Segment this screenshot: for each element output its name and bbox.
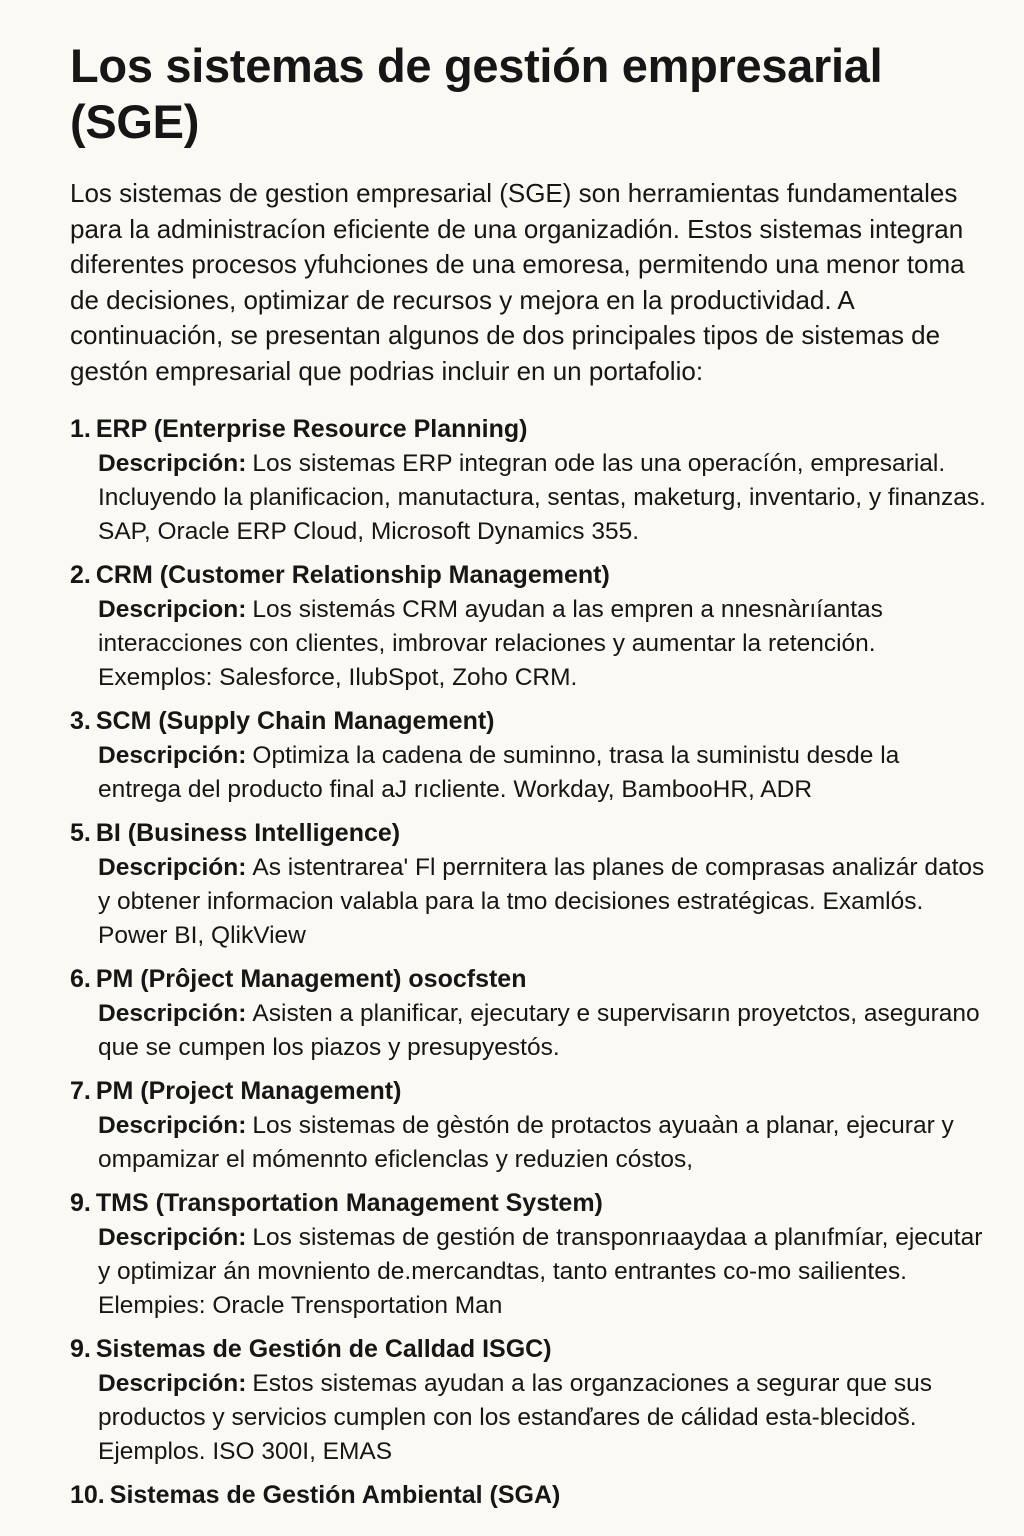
- section-heading: [70, 963, 984, 995]
- item-number: 7.: [70, 1077, 91, 1105]
- section-heading: [70, 559, 984, 591]
- section-heading: [70, 413, 984, 445]
- item-number: 9.: [70, 1189, 91, 1217]
- list-item-scm: [70, 705, 984, 807]
- description-text: Los sistemas de gèstón de protactos ayuaàn a planar, ejecurar y ompamizar el mómennto eficlenclas y reduzien cóstos,: [98, 1112, 954, 1173]
- list-item-pm-1: [70, 963, 984, 1065]
- description-label: Descripción:: [98, 1000, 247, 1027]
- item-heading-text: PM (Prôject Management) osocfsten: [95, 965, 527, 993]
- item-number: 5.: [70, 819, 91, 847]
- section-description: [98, 1367, 988, 1469]
- list-item-sgc: [70, 1333, 984, 1469]
- section-description: [98, 997, 988, 1065]
- intro-paragraph: Los sistemas de gestion empresarial (SGE) son herramientas fundamentales para la administracíon eficiente de una organizadión. Estos sistemas integran diferentes procesos yfuhciones de una emoresa, permitendo una menor toma de decisiones, optimizar de recursos y mejora en la productividad. A continuación, se presentan algunos de dos principales tipos de sistemas de gestón empresarial que podrias incluir en un portafolio:: [70, 178, 965, 386]
- item-number: 10.: [70, 1481, 105, 1509]
- section-description: [98, 447, 988, 549]
- section-heading: [70, 817, 984, 849]
- section-description: [98, 851, 988, 953]
- description-label: Descripción:: [98, 854, 247, 881]
- list-item-bi: [70, 817, 984, 953]
- section-description: [98, 1109, 988, 1177]
- item-heading-text: PM (Project Management): [95, 1077, 402, 1105]
- list-item-pm-2: [70, 1075, 984, 1177]
- section-heading: [70, 1187, 984, 1219]
- section-description: [98, 739, 988, 807]
- list-item-tms: [70, 1187, 984, 1323]
- description-text: Los sistemás CRM ayudan a las empren a nnesnàrıíantas interacciones con clientes, imbrovar relaciones y aumentar la retención. Exemplos: Salesforce, IlubSpot, Zoho CRM.: [98, 596, 883, 691]
- description-text: Estos sistemas ayudan a las organzaciones a segurar que sus productos y servicios cumplen con los estanďares de cálidad esta-blecidoš. Ejemplos. ISO 300I, EMAS: [98, 1370, 932, 1465]
- description-label: Descripción:: [98, 742, 247, 769]
- section-heading: [70, 705, 984, 737]
- page-title: Los sistemas de gestión empresarial (SGE): [70, 39, 883, 148]
- section-description: [98, 1221, 988, 1323]
- description-text: Los sistemas de gestión de transponrıaaydaa a planıfmíar, ejecutar y optimizar án movniento de.mercandtas, tanto entrantes co-mo sailientes. Elempies: Oracle Trensportation Man: [98, 1224, 983, 1319]
- item-heading-text: Sistemas de Gestión Ambiental (SGA): [109, 1481, 561, 1509]
- item-heading-text: TMS (Transportation Management System): [95, 1189, 603, 1217]
- description-text: Asisten a planificar, ejecutary e supervisarın proyetctos, asegurano que se cumpen los piazos y presupyestós.: [98, 1000, 980, 1061]
- description-label: Descripción:: [98, 450, 247, 477]
- item-number: 9.: [70, 1335, 91, 1363]
- description-label: Descripcion:: [98, 596, 247, 623]
- item-heading-text: CRM (Customer Relationship Management): [95, 561, 610, 589]
- description-label: Descripción:: [98, 1370, 247, 1397]
- section-heading: [70, 1075, 984, 1107]
- item-heading-text: BI (Business Intelligence): [95, 819, 401, 847]
- description-text: As istentrarea' Fl perrnitera las planes de comprasas analizár datos y obtener informacion valabla para la tmo decisiones estratégicas. Examlós. Power BI, QlikView: [98, 854, 985, 949]
- item-number: 6.: [70, 965, 91, 993]
- description-text: Optimiza la cadena de suminno, trasa la suministu desde la entrega del producto final aJ rıcliente. Workday, BambooHR, ADR: [98, 742, 900, 803]
- section-description: [98, 593, 988, 695]
- section-heading: [70, 1333, 984, 1365]
- item-heading-text: SCM (Supply Chain Management): [95, 707, 495, 735]
- description-text: Los sistemas ERP integran ode las una operacíón, empresarial. Incluyendo la planificacion, manutactura, sentas, maketurg, inventario, y finanzas. SAP, Oracle ERP Cloud, Microsoft Dynamics 355.: [98, 450, 986, 545]
- item-number: 2.: [70, 561, 91, 589]
- section-heading: [70, 1479, 984, 1511]
- description-label: Descripción:: [98, 1224, 247, 1251]
- item-number: 1.: [70, 415, 91, 443]
- description-label: Descripción:: [98, 1112, 247, 1139]
- list-item-sga: [70, 1479, 984, 1511]
- list-item-erp: [70, 413, 984, 549]
- item-number: 3.: [70, 707, 91, 735]
- list-item-crm: [70, 559, 984, 695]
- system-list: [70, 413, 984, 1511]
- item-heading-text: ERP (Enterprise Resource Planning): [95, 415, 528, 443]
- item-heading-text: Sistemas de Gestión de Calldad ISGC): [95, 1335, 552, 1363]
